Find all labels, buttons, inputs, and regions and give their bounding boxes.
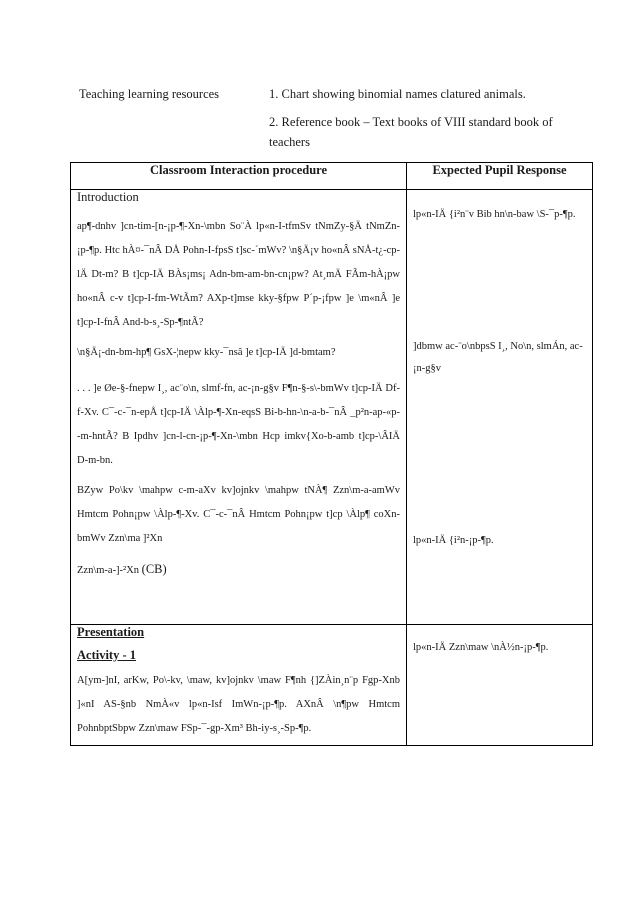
intro-closing-text: Zzn\m-a-]-²Xn — [77, 565, 140, 576]
presentation-cell — [71, 625, 407, 746]
presentation-response-cell — [407, 625, 593, 746]
response-intro-2: ]dbmw ac-¨o\nbpsS I¸, No\n, slmÁn, ac-¡n-g§v — [413, 341, 583, 374]
table-row-introduction — [71, 190, 593, 625]
resource-item-1: 1. Chart showing binomial names clatured animals. — [269, 87, 526, 101]
header-response: Expected Pupil Response — [407, 163, 593, 190]
activity-title: Activity - 1 — [77, 648, 137, 662]
resources-label: Teaching learning resources — [79, 87, 220, 101]
table-header-row — [71, 163, 593, 190]
response-intro-1: lp«n-IÄ {i²n¨v Bib hn\n-baw \S-¯p-¶p. — [413, 209, 576, 220]
intro-closing-tag: (CB) — [141, 562, 167, 576]
intro-paragraph-2: \n§Ä¡-dn-bm-hp¶ GsX-¦nepw kky-¯nsâ ]e t]cp-IÄ ]d-bmtam? — [77, 347, 336, 358]
intro-closing — [77, 557, 400, 583]
table-row-presentation — [71, 625, 593, 746]
introduction-title: Introduction — [77, 190, 139, 204]
presentation-paragraph-1: A[ym-]nI, arKw, Po\-kv, \maw, kv]ojnkv \maw F¶nh {]ZÀin¸n¨p Fgp-Xnb ]«nI AS-§nb NmÀ«v lp«n-Isf ImWn-¡p-¶p. AXnÂ \n¶pw Hmtcm PohnbptSbpw Zzn\maw FSp-¯-gp-Xm³ Bh-iy-s¸-Sp-¶p. — [77, 675, 400, 734]
intro-paragraph-1: ap¶-dnhv ]cn-tim-[n-¡p-¶-Xn-\mbn So¨À lp«n-I-tfmSv tNmZy-§Ä tNmZn-¡p-¶p. Htc hÀ¤-¯nÂ DÅ Pohn-I-fpsS t]sc-´mWv? \n§Ä¡v ho«nÂ sNÅ-t¿-cp-lÄ Dt-m? B t]cp-IÄ BÀs¡ms¡ Adn-bm-am-bn-cn¡pw? At¸mÄ FÃm-hÀ¡pw ho«nÂ c-v t]cp-I-fm-WtÃm? AXp-t]mse kky-§fpw P´p-¡fpw ]e \m«nÂ ]e t]cp-I-fnÂ And-b-s¸-Sp-¶ntÃ? — [77, 221, 400, 328]
response-intro-3: lp«n-IÄ {i²n-¡p-¶p. — [413, 535, 494, 546]
introduction-cell — [71, 190, 407, 625]
teaching-resources — [79, 84, 589, 152]
resource-item-2: 2. Reference book – Text books of VIII standard book of teachers — [269, 115, 553, 149]
presentation-title: Presentation — [77, 625, 145, 639]
resources-list — [269, 84, 589, 152]
response-presentation-1: lp«n-IÄ Zzn\maw \nÀ½n-¡p-¶p. — [413, 642, 549, 653]
intro-paragraph-3: . . . ]e Øe-§-fnepw I¸, ac¨o\n, slmf-fn, ac-¡n-g§v F¶n-§-s\-bmWv t]cp-IÄ Df-f-Xv. C¯-c-¯n-epÅ t]cp-IÄ \Àlp-¶-Xn-eqsS Bi-b-hn-\n-a-b-¯nÂ _p²n-ap-«p--m-hntÃ? B Ipdhv ]cn-l-cn-¡p-¶-Xn-\mbn Hcp imkv{Xo-b-amb t]cp-\ÂIÄ D-m-bn. — [77, 383, 400, 466]
introduction-response-cell — [407, 190, 593, 625]
header-procedure: Classroom Interaction procedure — [71, 163, 407, 190]
intro-paragraph-4: BZyw Po\kv \mahpw c-m-aXv kv]ojnkv \mahpw tNÀ¶ Zzn\m-a-amWv Hmtcm Pohn¡pw \Àlp-¶-Xv. C¯-c-¯nÂ Hmtcm Pohn¡pw t]cp \Àlp¶ coXn-bmWv Zzn\ma ]²Xn — [77, 485, 400, 544]
resources-row — [79, 84, 589, 152]
lesson-table — [70, 162, 593, 746]
